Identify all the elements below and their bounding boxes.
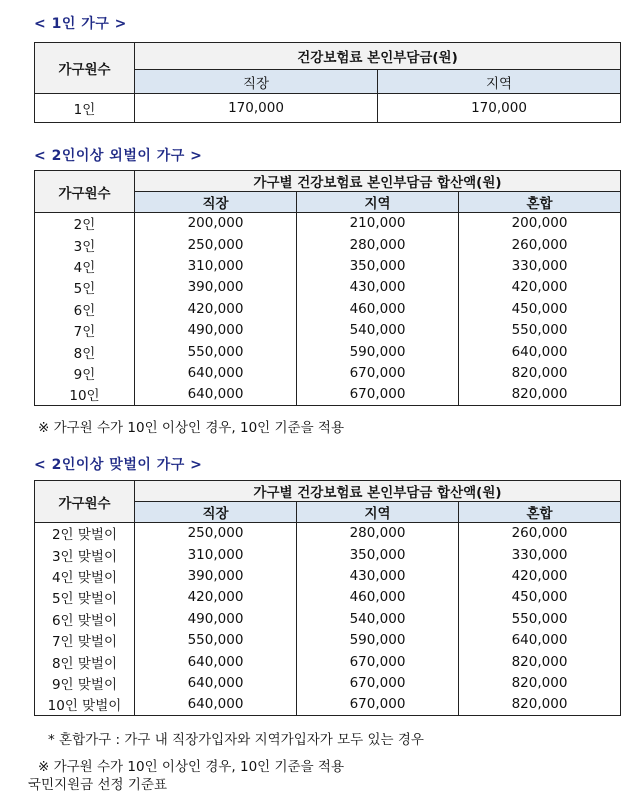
cell-regional: 590,000 xyxy=(297,629,459,650)
cell-workplace: 250,000 xyxy=(135,523,297,544)
cell-mixed: 550,000 xyxy=(459,608,621,629)
table-row xyxy=(35,694,621,715)
header-main: 건강보험료 본인부담금(원) xyxy=(135,43,621,70)
cell-regional: 280,000 xyxy=(297,523,459,544)
cell-regional: 170,000 xyxy=(378,94,621,123)
row-label: 5인 맞벌이 xyxy=(35,587,135,608)
section2-title: < 2인이상 외벌이 가구 > xyxy=(34,148,203,164)
cell-workplace: 390,000 xyxy=(135,565,297,586)
cell-workplace: 420,000 xyxy=(135,298,297,319)
table-row xyxy=(35,544,621,565)
cell-mixed: 450,000 xyxy=(459,298,621,319)
section3-title: < 2인이상 맞벌이 가구 > xyxy=(34,457,203,473)
cell-regional: 350,000 xyxy=(297,255,459,276)
table-row xyxy=(35,319,621,340)
cell-mixed: 420,000 xyxy=(459,277,621,298)
cell-regional: 460,000 xyxy=(297,298,459,319)
cell-workplace: 640,000 xyxy=(135,384,297,405)
cell-regional: 540,000 xyxy=(297,319,459,340)
cell-mixed: 200,000 xyxy=(459,213,621,234)
cell-workplace: 310,000 xyxy=(135,255,297,276)
cell-mixed: 450,000 xyxy=(459,587,621,608)
cell-mixed: 330,000 xyxy=(459,255,621,276)
cell-mixed: 820,000 xyxy=(459,362,621,383)
cell-regional: 590,000 xyxy=(297,341,459,362)
table-row xyxy=(35,629,621,650)
cell-regional: 670,000 xyxy=(297,362,459,383)
cell-workplace: 490,000 xyxy=(135,608,297,629)
header-members: 가구원수 xyxy=(35,43,135,94)
header-main: 가구별 건강보험료 본인부담금 합산액(원) xyxy=(135,481,621,502)
row-label: 3인 맞벌이 xyxy=(35,544,135,565)
row-label: 6인 맞벌이 xyxy=(35,608,135,629)
single-earner-table xyxy=(34,170,621,406)
row-label: 9인 xyxy=(35,362,135,383)
cell-mixed: 330,000 xyxy=(459,544,621,565)
col-header-mixed: 혼합 xyxy=(459,192,621,213)
table-row xyxy=(35,651,621,672)
cell-workplace: 640,000 xyxy=(135,672,297,693)
cell-mixed: 820,000 xyxy=(459,384,621,405)
table-row xyxy=(35,277,621,298)
cell-mixed: 820,000 xyxy=(459,694,621,715)
row-label: 10인 맞벌이 xyxy=(35,694,135,715)
cell-workplace: 390,000 xyxy=(135,277,297,298)
cell-workplace: 420,000 xyxy=(135,587,297,608)
table-row xyxy=(35,608,621,629)
cell-workplace: 490,000 xyxy=(135,319,297,340)
cell-regional: 210,000 xyxy=(297,213,459,234)
cell-regional: 460,000 xyxy=(297,587,459,608)
cell-regional: 670,000 xyxy=(297,694,459,715)
header-members: 가구원수 xyxy=(35,481,135,523)
col-header-mixed: 혼합 xyxy=(459,502,621,523)
cell-regional: 670,000 xyxy=(297,651,459,672)
cell-workplace: 250,000 xyxy=(135,234,297,255)
cell-workplace: 310,000 xyxy=(135,544,297,565)
table-row xyxy=(35,94,621,123)
cell-regional: 350,000 xyxy=(297,544,459,565)
row-label: 2인 맞벌이 xyxy=(35,523,135,544)
row-label: 4인 맞벌이 xyxy=(35,565,135,586)
row-label: 10인 xyxy=(35,384,135,405)
cell-workplace: 550,000 xyxy=(135,629,297,650)
cell-mixed: 820,000 xyxy=(459,672,621,693)
table-row xyxy=(35,523,621,544)
row-label: 2인 xyxy=(35,213,135,234)
row-label: 4인 xyxy=(35,255,135,276)
section1-title: < 1인 가구 > xyxy=(34,16,127,32)
row-label: 1인 xyxy=(35,94,135,123)
cell-mixed: 550,000 xyxy=(459,319,621,340)
col-header-workplace: 직장 xyxy=(135,192,297,213)
col-header-workplace: 직장 xyxy=(135,502,297,523)
cell-workplace: 640,000 xyxy=(135,651,297,672)
cell-regional: 670,000 xyxy=(297,672,459,693)
row-label: 7인 xyxy=(35,319,135,340)
row-label: 5인 xyxy=(35,277,135,298)
table-row xyxy=(35,341,621,362)
cell-regional: 430,000 xyxy=(297,565,459,586)
table-row xyxy=(35,298,621,319)
table-row xyxy=(35,362,621,383)
col-header-regional: 지역 xyxy=(378,70,621,94)
header-main: 가구별 건강보험료 본인부담금 합산액(원) xyxy=(135,171,621,192)
table-row xyxy=(35,565,621,586)
row-label: 8인 xyxy=(35,341,135,362)
row-label: 3인 xyxy=(35,234,135,255)
cell-mixed: 640,000 xyxy=(459,629,621,650)
cell-mixed: 260,000 xyxy=(459,234,621,255)
table-row xyxy=(35,213,621,234)
caption: 국민지원금 선정 기준표 xyxy=(28,777,167,793)
cell-mixed: 420,000 xyxy=(459,565,621,586)
table-row xyxy=(35,384,621,405)
row-label: 8인 맞벌이 xyxy=(35,651,135,672)
cell-regional: 280,000 xyxy=(297,234,459,255)
single-household-table xyxy=(34,42,621,123)
cell-mixed: 260,000 xyxy=(459,523,621,544)
cell-regional: 670,000 xyxy=(297,384,459,405)
dual-earner-table xyxy=(34,480,621,716)
cell-workplace: 640,000 xyxy=(135,694,297,715)
cell-mixed: 640,000 xyxy=(459,341,621,362)
cell-regional: 430,000 xyxy=(297,277,459,298)
cell-mixed: 820,000 xyxy=(459,651,621,672)
header-members: 가구원수 xyxy=(35,171,135,213)
table-row xyxy=(35,255,621,276)
cell-regional: 540,000 xyxy=(297,608,459,629)
cell-workplace: 170,000 xyxy=(135,94,378,123)
section3-note-mixed: * 혼합가구 : 가구 내 직장가입자와 지역가입자가 모두 있는 경우 xyxy=(48,732,424,748)
col-header-workplace: 직장 xyxy=(135,70,378,94)
cell-workplace: 200,000 xyxy=(135,213,297,234)
section2-note: ※ 가구원 수가 10인 이상인 경우, 10인 기준을 적용 xyxy=(38,420,344,436)
row-label: 6인 xyxy=(35,298,135,319)
row-label: 9인 맞벌이 xyxy=(35,672,135,693)
row-label: 7인 맞벌이 xyxy=(35,629,135,650)
table-row xyxy=(35,672,621,693)
table-row xyxy=(35,587,621,608)
col-header-regional: 지역 xyxy=(297,192,459,213)
cell-workplace: 550,000 xyxy=(135,341,297,362)
section3-note-ten: ※ 가구원 수가 10인 이상인 경우, 10인 기준을 적용 xyxy=(38,759,344,775)
cell-workplace: 640,000 xyxy=(135,362,297,383)
col-header-regional: 지역 xyxy=(297,502,459,523)
table-row xyxy=(35,234,621,255)
